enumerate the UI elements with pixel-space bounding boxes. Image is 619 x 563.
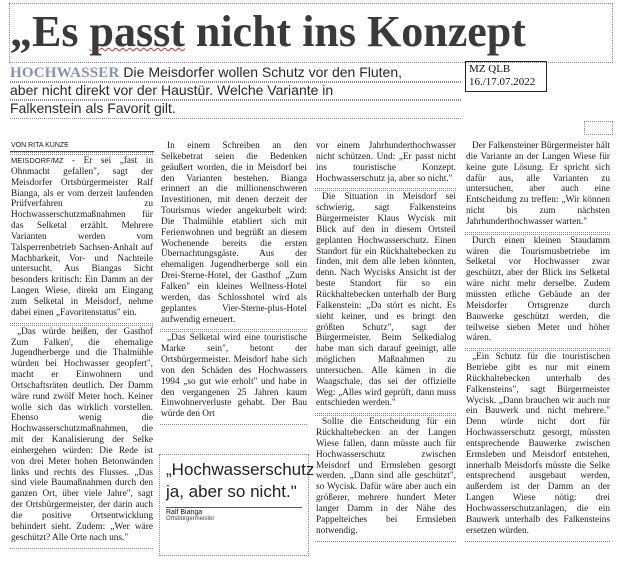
headline-part1: „Es <box>10 7 90 56</box>
subhead-kicker: HOCHWASSER <box>10 65 120 81</box>
article-column-1 <box>10 140 154 555</box>
paragraph: vor einem Jahrhunderthochwasser nicht schützen. Und: „Er passt nicht ins touristische Konzept. Hochwasserschutz ja, aber so nicht." <box>316 141 456 184</box>
paragraph: Die Situation in Meisdorf sei schwierig, sagt Falkensteins Bürgermeister Klaus Wycisk mit Blick auf den in diesem Ortsteil geplanten Hochwasserschutz. Einen Standort für ein Rückhaltebecken zu finden, mit dem alle leben könnten, denn. Nach Wycisks Ansicht ist der beste Standort für so ein Rückhaltebecken unterhalb der Burg Falkenstein: „Da stört es nicht. Es sieht keiner, und es bringt den größten Schutz", sagt der Bürgermeister. Beim Selkedialog habe man sich darauf geeinigt, alle möglichen Maßnahmen zu untersuchen. Alle kämen in die Waagschale, das sei der offizielle Weg: „Alles wird geprüft, dann muss entschieden werden." <box>316 192 456 409</box>
source-publication: MZ QLB <box>469 63 511 75</box>
text-frame-9 <box>465 235 611 348</box>
subhead-line-3: Falkenstein als Favorit gilt. <box>10 100 462 118</box>
text-frame-3 <box>160 140 308 329</box>
paragraph: Der Falkensteiner Bürgermeister hält die Variante an der Langen Wiese für keine gute Lösung. Er spricht sich dafür aus, alle Varianten zu untersuchen, aber auch eine Entscheidung zu treffen: „Wir können nicht bis zum nächsten Jahrhunderthochwasser warten." <box>466 141 610 227</box>
text-frame-5 <box>315 140 457 188</box>
subhead-line1-text: Die Meisdorfer wollen Schutz vor den Fluten, <box>119 64 402 80</box>
article-column-3 <box>315 140 457 555</box>
headline-spellcheck-word: passt <box>89 7 185 56</box>
dateline: MEISDORF/MZ <box>11 156 64 165</box>
article-column-4 <box>465 140 611 555</box>
paragraph: „Das Selketal wird eine touristische Marke sein", betont der Ortsbürgermeister. Meisdorf habe sich von den Schäden des Hochwassers 1994 „so gut wie erholt" und habe in den vergangenen 25 Jahren kaum Einwohnerverluste gehabt. Der Bau würde den Ort <box>161 333 307 420</box>
text-frame-2 <box>10 326 154 548</box>
pull-quote-role: Ortsbürgermeister <box>166 516 215 522</box>
paragraph: „Ein Schutz für die touristischen Betriebe gibt es nur mit einem Rückhaltebecken unterhalb des Falkensteins", sagt Bürgermeister Wycisk. „Dann brauchen wir auch nur ein Bauwerk und nicht mehrere." Denn würde nicht dort für Hochwasserschutz gesorgt, müssten entsprechende Bauwerke zwischen Ermsleben und Meisdorf entstehen, innerhalb Meisdorfs müsste die Selke entsprechend ausgebaut werden, außerdem ist der Damm an der Langen Wiese nötig: drei Hochwasserschutzanlagen, die ein Bauwerk unterhalb des Falkensteins ersetzen würden. <box>466 352 610 536</box>
paragraph: „Das würde heißen, der Gasthof Zum Falken', die ehemalige Jugendherberge und die Thalmühle würden bei Hochwasser geopfert", macht er Einwohnern und Ortschaftsräten deutlich. Der Damm wäre rund zwölf Meter hoch. Keiner wolle sich das wirklich vorstellen. Ebenso wenig die Hochwasserschutzmaßnahmen, die mit der Kanalisierung der Selke einhergehen würden: Die Rede ist von drei Meter hohen Betonwänden links und rechts des Flusses. „Das sind viele Baumaßnahmen durch den ganzen Ort, über viele Jahre", sagt der Ortsbürgermeister, der darin auch die positive Ortsentwicklung behindert sieht. Zudem: „Wer wäre geschützt? Alle Orte nach uns." <box>11 326 153 543</box>
text-frame-8 <box>465 140 611 232</box>
subheadline <box>10 64 462 120</box>
pull-quote-author: Ralf Biangа <box>166 507 302 516</box>
text-frame-1 <box>10 155 154 323</box>
paragraph <box>11 156 153 319</box>
layout-frame <box>585 122 612 134</box>
text-frame-4 <box>160 332 308 424</box>
paragraph: Sollte die Entscheidung für ein Rückhaltebecken an der Langen Wiese fallen, dann müsste auch für Hochwasserschutz zwischen Meisdorf und Ermsleben gesorgt werden. „Dann sind alle geschützt", so Wycisk. Dafür wäre aber auch ein größerer, mehrere hundert Meter langer Damm in der Nähe des Pappelteiches bei Ermsleben notwendig. <box>316 417 456 536</box>
paragraph: In einem Schreiben an den Selkebetrat seien die Bedenken geäußert worden, die in Meisdorf bei den Varianten bestehen. Biangа erinnert an die millionenschweren Investitionen, mit denen derzeit der Tourismus wieder angekurbelt wird: Die Thalmühle etabliert sich mit Ferienwohnen und begrüßt an diesem Wochenende bereits die ersten Übernachtungsgäste. Aus der ehemaligen Jugendherberge soll ein Drei-Sterne-Hotel, der Gasthof „Zum Falken" ein kleines Wellness-Hotel werden, das Schlosshotel wird als geplantes Vier-Sterne-plus-Hotel aufwendig erneuert. <box>161 141 307 325</box>
text-frame-7 <box>315 416 457 540</box>
subhead-line-2: aber nicht direkt vor der Haustür. Welche Variante in <box>10 82 462 100</box>
pull-quote <box>160 455 315 555</box>
source-date: 16./17.07.2022 <box>469 76 536 88</box>
text-frame-6 <box>315 191 457 413</box>
paragraph: Durch einen kleinen Staudamm wären die Tourismusbetriebe im Selketal vor Hochwasser zwar geschützt, aber der Blick ins Selketal wäre nicht mehr derselbe. Zudem müssten etliche Gebäude an der Meisdorfer Ortsgrenze durch Bauwerke geschützt werden, die teilweise sieben Meter und höher wären. <box>466 235 610 344</box>
paragraph-text: - Er sei „fast in Ohnmacht gefallen", sagt der Meisdorfer Ortsbürgermeister Ralf Biangа, als er vom derzeit laufenden Prüfverfahren zu Hochwasserschutzmaßnahmen für das Selketal erzählt. Mehrere Varianten werden vom Talsperrenbetrieb Sachsen-Anhalt auf Machbarkeit, Vor- und Nachteile untersucht. Aus Biangas Sicht besonders kritisch: Ein Damm an der Langen Wiese, direkt am Eingang zum Selketal in Meisdorf, nehme dabei einen „Favoritenstatus" ein. <box>11 156 153 318</box>
text-frame-10 <box>465 351 611 540</box>
headline <box>10 4 612 62</box>
byline: VON RITA KUNZE <box>10 140 154 152</box>
headline-part2: nicht ins Konzept <box>184 7 526 56</box>
source-box <box>465 61 547 92</box>
pull-quote-text: „Hochwasserschutz ja, aber so nicht." <box>166 460 315 501</box>
subhead-line-1 <box>10 64 462 82</box>
